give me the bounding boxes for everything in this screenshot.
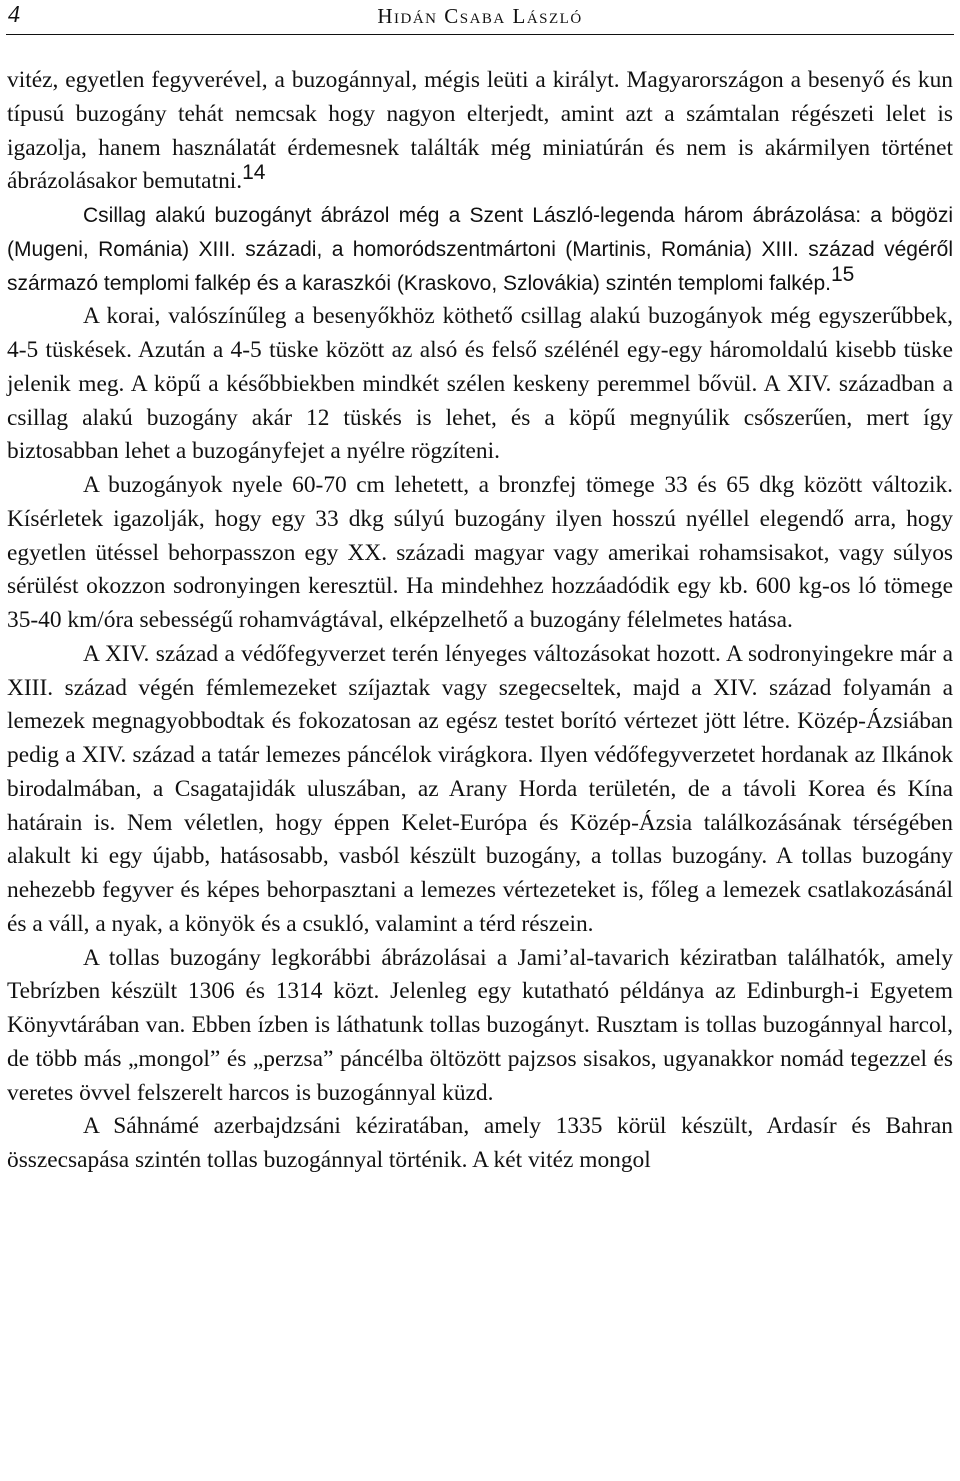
running-title: Hidán Csaba László [377,4,583,28]
body-text [7,64,953,1178]
paragraph-text: A Sáhnámé azerbajdzsáni kéziratában, amely 1335 körül készült, Ardasír és Bahran összecsapása szintén tollas buzogánnyal történik. A két vitéz mongol [7,1113,953,1173]
paragraph [7,64,953,199]
paragraph [7,1110,953,1178]
page-header [6,0,954,35]
paragraph-text: vitéz, egyetlen fegyverével, a buzogánnyal, mégis leüti a királyt. Magyarországon a besenyő és kun típusú buzogány tehát nemcsak hogy nagyon elterjedt, amint azt a számtalan régészeti lelet is igazolja, hanem használatát érdemesnek találták még miniatúrán és nem is akármilyen történet ábrázolásakor bemutatni. [7,67,953,195]
paragraph [7,300,953,469]
paragraph [7,638,953,942]
paragraph-text: A korai, valószínűleg a besenyőkhöz köthető csillag alakú buzogányok még egyszerűbbek, 4-5 tüskések. Azután a 4-5 tüske között az alsó és felső szélénél egy-egy háromoldalú kisebb tüske jelenik meg. A köpű a későbbiekben mindkét szélen keskeny peremmel bővül. A XIV. században a csillag alakú buzogány akár 12 tüskés is lehet, és a köpű megnyúlik csőszerűen, mert így biztosabban lehet a buzogányfejet a nyélre rögzíteni. [7,303,953,465]
footnote-ref[interactable]: 15 [830,262,855,286]
paragraph [7,942,953,1111]
paragraph-text: A tollas buzogány legkorábbi ábrázolásai a Jami’al-tavarich kéziratban találhatók, amely Tebrízben készült 1306 és 1314 közt. Jelenleg egy kutatható példánya az Edinburgh-i Egyetem Könyvtárában van. Ebben ízben is láthatunk tollas buzogányt. Rusztam is tollas buzogánnyal harcol, de több más „mongol” és „perzsa” páncélba öltözött pajzsos sisakos, ugyanakkor nomád tegezzel és veretes övvel felszerelt harcos is buzogánnyal küzd. [7,944,953,1106]
page-number: 4 [8,2,20,28]
paragraph [7,199,953,300]
paragraph-text: A XIV. század a védőfegyverzet terén lényeges változásokat hozott. A sodronyingekre már a XIII. század végén fémlemezeket szíjaztak vagy szegecseltek, majd a XIV. század folyamán a lemezek megnagyobbodtak és fokozatosan az egész testet borító vértezet jött létre. Közép-Ázsiában pedig a XIV. század a tatár lemezes páncélok virágkora. Ilyen védőfegyverzetet hordanak az Ilkánok birodalmában, a Csagatajidák uluszában, az Arany Horda területén, de a távoli Korea és Kína határain is. Nem véletlen, hogy éppen Kelet-Európa és Közép-Ázsia találkozásának térségében alakult ki egy újabb, hatásosabb, vasból készült buzogány, a tollas buzogány. A tollas buzogány nehezebb fegyver és képes behorpasztani a lemezes vértezeteket is, főleg a lemezek csatlakozásánál és a váll, a nyak, a könyök és a csukló, valamint a térd részein. [7,640,953,937]
footnote-ref[interactable]: 14 [242,161,266,185]
paragraph [7,469,953,638]
paragraph-text: Csillag alakú buzogányt ábrázol még a Szent László-legenda három ábrázolása: a bögözi (Mugeni, Románia) XIII. századi, a homoródszentmártoni (Martinis, Románia) XIII. század végéről származó templomi falkép és a karaszkói (Kraskovo, Szlovákia) szintén templomi falkép. [7,204,953,295]
paragraph-text: A buzogányok nyele 60-70 cm lehetett, a bronzfej tömege 33 és 65 dkg között változik. Kísérletek igazolják, hogy egy 33 dkg súlyú buzogány ilyen hosszú nyéllel elegendő arra, hogy egyetlen ütéssel behorpasszon egy XX. századi magyar vagy amerikai rohamsisakot, vagy súlyos sérülést okozzon sodronyingen keresztül. Ha mindehhez hozzáadódik egy kb. 600 kg-os ló tömege 35-40 km/óra sebességű rohamvágtával, elképzelhető a buzogány félelmetes hatása. [7,472,953,633]
